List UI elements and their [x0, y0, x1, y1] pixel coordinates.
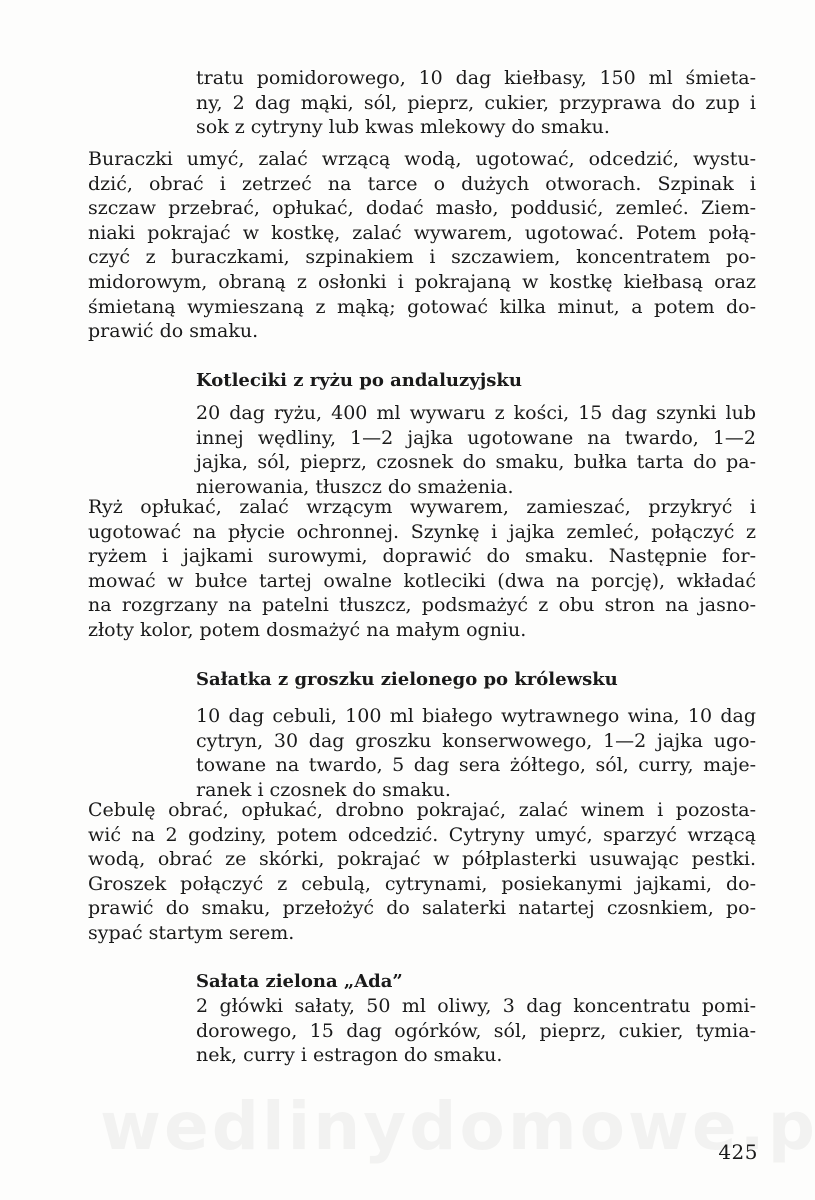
text-line: jajka, sól, pieprz, czosnek do smaku, bułka tarta do pa-: [196, 451, 756, 474]
text-line: ny, 2 dag mąki, sól, pieprz, cukier, przyprawa do zup i: [196, 91, 756, 114]
text-line: czyć z buraczkami, szpinakiem i szczawiem, koncentratem po-: [88, 246, 756, 269]
text-line: prawić do smaku, przełożyć do salaterki natartej czosnkiem, po-: [88, 897, 756, 920]
text-line: innej wędliny, 1—2 jajka ugotowane na twardo, 1—2: [196, 426, 756, 449]
text-line: towane na twardo, 5 dag sera żółtego, sól, curry, maje-: [196, 754, 756, 777]
text-line: szczaw przebrać, opłukać, dodać masło, poddusić, zemleć. Ziem-: [88, 197, 756, 220]
watermark: [100, 1088, 815, 1165]
recipe-2-ingredients: [196, 401, 756, 499]
text-line: Ryż opłukać, zalać wrzącym wywarem, zamieszać, przykryć i: [88, 496, 756, 518]
text-line: ranek i czosnek do smaku.: [196, 778, 451, 801]
text-line: 10 dag cebuli, 100 ml białego wytrawnego wina, 10 dag: [196, 705, 756, 727]
text-line: Buraczki umyć, zalać wrzącą wodą, ugotować, odcedzić, wystu-: [88, 148, 756, 170]
recipe-3-ingredients: [196, 704, 756, 802]
recipe-1-ingredients: [196, 66, 756, 140]
recipe-4-ingredients: [196, 994, 756, 1068]
text-line: złoty kolor, potem dosmażyć na małym ogniu.: [88, 618, 527, 641]
text-line: ryżem i jajkami surowymi, doprawić do smaku. Następnie for-: [88, 545, 756, 568]
text-line: na rozgrzany na patelni tłuszcz, podsmażyć z obu stron na jasno-: [88, 594, 756, 617]
text-line: 20 dag ryżu, 400 ml wywaru z kości, 15 dag szynki lub: [196, 402, 756, 424]
text-line: mować w bułce tartej owalne kotleciki (dwa na porcję), wkładać: [88, 569, 756, 592]
text-line: cytryn, 30 dag groszku konserwowego, 1—2 jajka ugo-: [196, 729, 756, 752]
text-line: wodą, obrać ze skórki, pokrajać w półplasterki usuwając pestki.: [88, 848, 756, 871]
text-line: Groszek połączyć z cebulą, cytrynami, posiekanymi jajkami, do-: [88, 872, 756, 895]
text-line: sok z cytryny lub kwas mlekowy do smaku.: [196, 116, 610, 139]
recipe-2-method: [88, 495, 756, 643]
recipe-1-method: [88, 147, 756, 344]
text-line: prawić do smaku.: [88, 320, 259, 343]
text-line: 2 główki sałaty, 50 ml oliwy, 3 dag koncentratu pomi-: [196, 995, 756, 1017]
text-line: nierowania, tłuszcz do smażenia.: [196, 475, 514, 498]
text-line: sypać startym serem.: [88, 921, 295, 944]
text-line: dzić, obrać i zetrzeć na tarce o dużych otworach. Szpinak i: [88, 172, 756, 195]
page-number: 425: [718, 1140, 758, 1164]
recipe-3-method: [88, 798, 756, 946]
text-line: dorowego, 15 dag ogórków, sól, pieprz, cukier, tymia-: [196, 1019, 756, 1042]
text-line: Cebulę obrać, opłukać, drobno pokrajać, zalać winem i pozosta-: [88, 799, 756, 821]
text-line: śmietaną wymieszaną z mąką; gotować kilka minut, a potem do-: [88, 295, 756, 318]
recipe-3-title: Sałatka z groszku zielonego po królewsku: [196, 669, 618, 690]
text-line: tratu pomidorowego, 10 dag kiełbasy, 150 ml śmieta-: [196, 67, 756, 89]
text-line: niaki pokrajać w kostkę, zalać wywarem, ugotować. Potem połą-: [88, 221, 756, 244]
text-line: midorowym, obraną z osłonki i pokrajaną w kostkę kiełbasą oraz: [88, 270, 756, 293]
text-line: ugotować na płycie ochronnej. Szynkę i jajka zemleć, połączyć z: [88, 520, 756, 543]
text-line: nek, curry i estragon do smaku.: [196, 1044, 503, 1067]
recipe-4-title: Sałata zielona „Ada”: [196, 971, 403, 992]
text-line: wić na 2 godziny, potem odcedzić. Cytryny umyć, sparzyć wrzącą: [88, 823, 756, 846]
recipe-2-title: Kotleciki z ryżu po andaluzyjsku: [196, 370, 522, 391]
